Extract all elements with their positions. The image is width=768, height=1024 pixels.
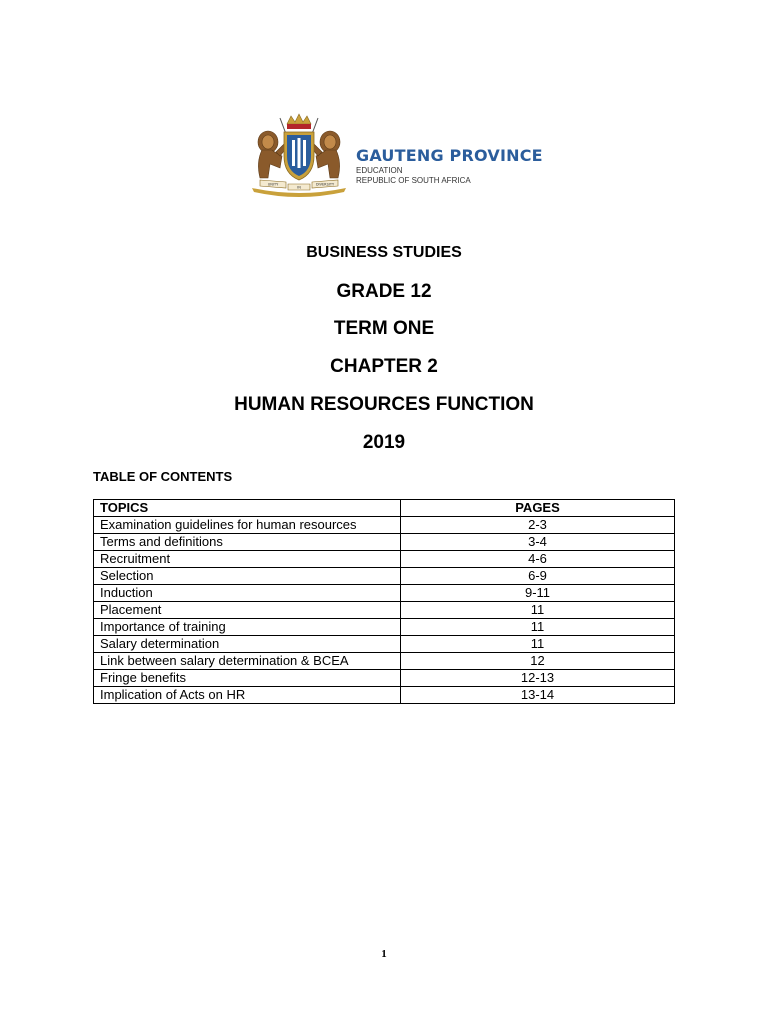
- toc-pages: 11: [401, 619, 675, 636]
- toc-topic: Placement: [94, 602, 401, 619]
- gauteng-education-logo: [246, 112, 543, 198]
- toc-pages: 13-14: [401, 687, 675, 704]
- toc-header-pages: PAGES: [401, 500, 675, 517]
- toc-topic: Recruitment: [94, 551, 401, 568]
- toc-topic: Induction: [94, 585, 401, 602]
- toc-header-topics: TOPICS: [94, 500, 401, 517]
- toc-pages: 2-3: [401, 517, 675, 534]
- motto-right: DIVERSITY: [315, 182, 335, 187]
- toc-pages: 6-9: [401, 568, 675, 585]
- table-row: [94, 653, 675, 670]
- toc-topic: Examination guidelines for human resources: [94, 517, 401, 534]
- toc-topic: Selection: [94, 568, 401, 585]
- table-row: [94, 534, 675, 551]
- table-of-contents: [93, 499, 675, 704]
- table-row: [94, 636, 675, 653]
- toc-topic: Link between salary determination & BCEA: [94, 653, 401, 670]
- toc-pages: 9-11: [401, 585, 675, 602]
- subject-title: BUSINESS STUDIES: [306, 244, 462, 261]
- toc-pages: 12: [401, 653, 675, 670]
- toc-pages: 4-6: [401, 551, 675, 568]
- toc-topic: Salary determination: [94, 636, 401, 653]
- motto-left: UNITY: [267, 182, 279, 187]
- toc-topic: Implication of Acts on HR: [94, 687, 401, 704]
- coat-of-arms-icon: [246, 112, 352, 198]
- logo-text: [356, 146, 543, 186]
- table-row: [94, 687, 675, 704]
- toc-topic: Importance of training: [94, 619, 401, 636]
- logo-country: REPUBLIC OF SOUTH AFRICA: [356, 176, 471, 185]
- table-row: [94, 619, 675, 636]
- logo-province-name: GAUTENG PROVINCE: [356, 146, 543, 165]
- table-row: [94, 602, 675, 619]
- toc-pages: 11: [401, 636, 675, 653]
- table-row: [94, 670, 675, 687]
- logo-department: EDUCATION: [356, 166, 403, 175]
- toc-pages: 3-4: [401, 534, 675, 551]
- table-row: [94, 585, 675, 602]
- toc-pages: 11: [401, 602, 675, 619]
- motto-middle: IN: [297, 185, 301, 190]
- table-row: [94, 517, 675, 534]
- year-title: 2019: [362, 432, 406, 453]
- toc-topic: Fringe benefits: [94, 670, 401, 687]
- table-row: [94, 551, 675, 568]
- page-number: 1: [381, 948, 387, 960]
- grade-title: GRADE 12: [336, 281, 432, 302]
- toc-heading: TABLE OF CONTENTS: [93, 469, 233, 484]
- toc-topic: Terms and definitions: [94, 534, 401, 551]
- term-title: TERM ONE: [333, 318, 435, 339]
- topic-title: HUMAN RESOURCES FUNCTION: [234, 394, 534, 415]
- toc-header-row: [94, 500, 675, 517]
- toc-pages: 12-13: [401, 670, 675, 687]
- table-row: [94, 568, 675, 585]
- chapter-title: CHAPTER 2: [330, 356, 438, 377]
